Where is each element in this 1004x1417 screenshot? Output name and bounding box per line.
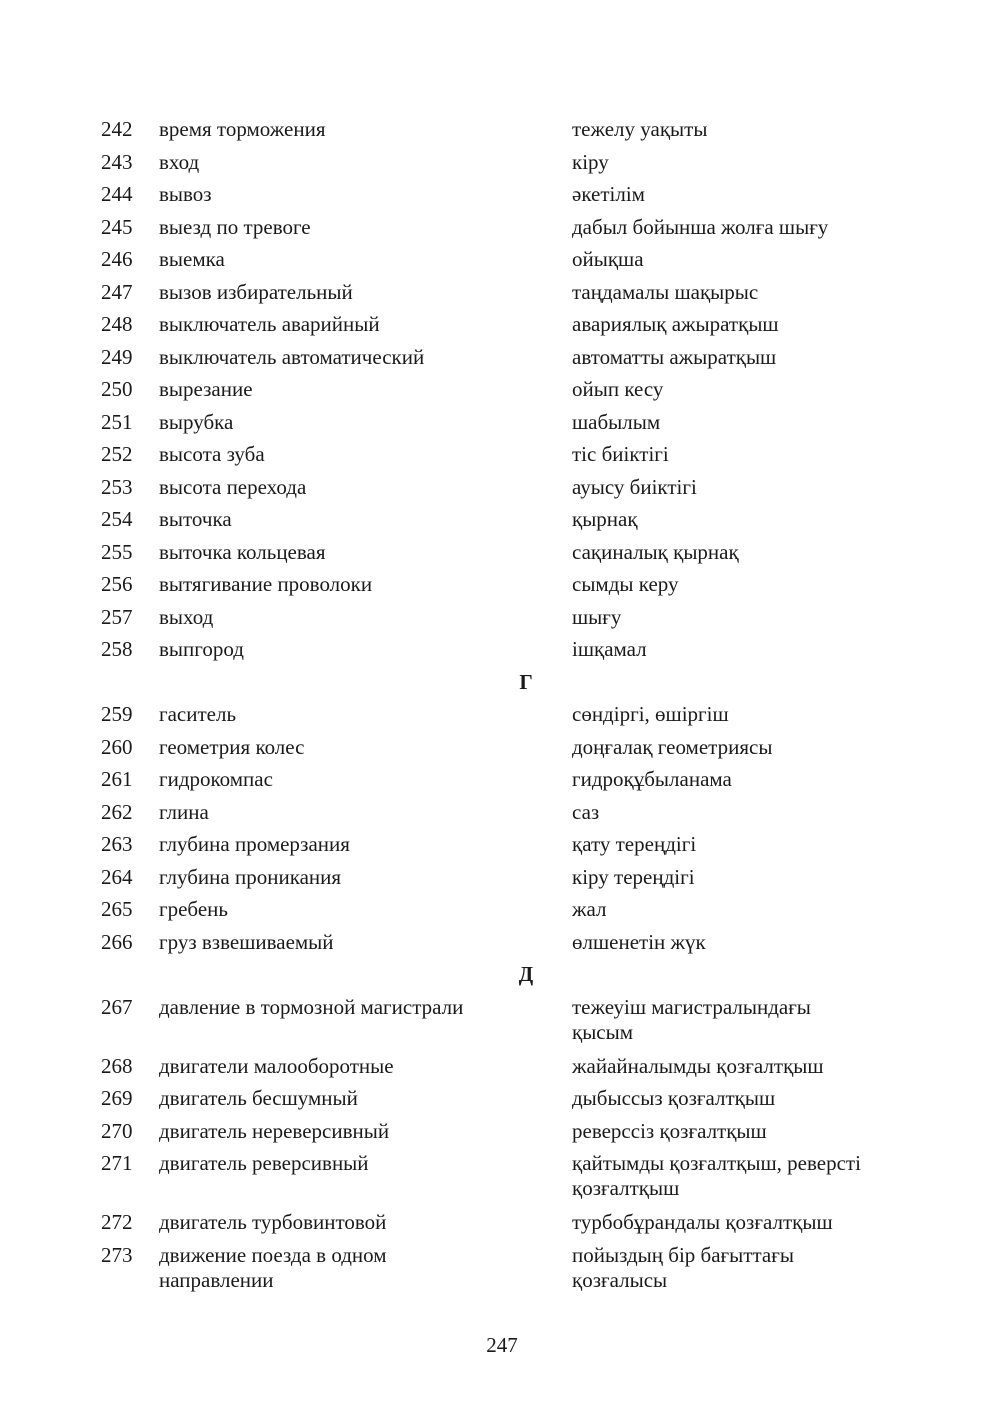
entry-kazakh-term: ойықша [572,247,644,271]
entry-row [101,215,911,248]
entry-number: 245 [101,214,133,239]
entry-row [101,312,911,345]
entry-number: 273 [101,1242,133,1267]
entry-number: 248 [101,312,133,336]
entry-row [101,345,911,378]
entry-kazakh-term [572,1243,911,1293]
entry-kazakh-term: сөндіргі, өшіргіш [572,702,729,726]
entry-number: 271 [101,1151,133,1175]
entry-number: 254 [101,507,133,531]
entry-russian-term: двигатель бесшумный [159,1086,358,1110]
entry-row [101,605,911,638]
entry-russian-term: выпгород [159,637,244,661]
entry-number: 244 [101,182,133,206]
entry-row [101,735,911,768]
entry-row [101,442,911,475]
entry-number: 267 [101,994,133,1019]
entry-kazakh-term: кіру [572,149,609,174]
entry-russian-term: вырезание [159,377,253,401]
entry-row [101,995,911,1054]
entry-kazakh-term: таңдамалы шақырыс [572,279,759,304]
entry-row [101,930,911,963]
entry-row [101,247,911,280]
entry-russian-term: вывоз [159,182,212,206]
entry-russian-term: выход [159,604,214,629]
entry-russian-term: глубина промерзания [159,832,350,856]
entry-kazakh-term: автоматты ажыратқыш [572,344,777,369]
entry-kazakh-term: сымды керу [572,572,679,596]
entry-number: 269 [101,1086,133,1110]
entry-number: 247 [101,279,133,304]
entry-russian-term: гаситель [159,702,237,726]
entry-row [101,767,911,800]
entry-russian-term: высота перехода [159,474,307,499]
entry-row [101,540,911,573]
entry-kazakh-term: шығу [572,604,622,629]
entry-row [101,1054,911,1087]
entry-number: 272 [101,1210,133,1234]
entry-kazakh-term: қату тереңдігі [572,832,697,856]
entry-russian-term [159,1243,572,1293]
entry-russian-term: геометрия колес [159,734,305,759]
entry-number: 266 [101,929,133,954]
entry-kazakh-term: ішқамал [572,637,647,661]
entry-row [101,1210,911,1243]
entry-kazakh-term: саз [572,799,600,824]
section-heading-g: Г [519,669,533,694]
entry-row [101,637,911,670]
entry-kazakh-term: қырнақ [572,507,638,531]
entry-kazakh-term: тежелу уақыты [572,117,708,141]
entry-row [101,800,911,833]
entry-number: 246 [101,247,133,271]
entry-russian-term: выключатель автоматический [159,344,425,369]
entry-kazakh-term [572,995,911,1045]
entry-kazakh-term: ауысу биіктігі [572,474,697,499]
entry-russian-term: гидрокомпас [159,767,273,791]
entry-kazakh-line-1: пойыздың бір бағыттағы [572,1242,794,1267]
entry-russian-term: вызов избирательный [159,279,353,304]
entry-row [101,117,911,150]
entry-row [101,865,911,898]
entry-russian-term: выточка кольцевая [159,539,326,564]
entry-russian-term: вход [159,149,200,174]
entry-number: 257 [101,604,133,629]
entry-kazakh-term: дабыл бойынша жолға шығу [572,214,829,239]
entry-russian-term: гребень [159,897,228,921]
entry-kazakh-term: өлшенетін жүк [572,929,706,954]
entry-russian-term: выключатель аварийный [159,312,380,336]
entry-russian-term: выточка [159,507,232,531]
entry-kazakh-term: шабылым [572,409,661,434]
entry-row [101,182,911,215]
entry-kazakh-term: доңғалақ геометриясы [572,734,773,759]
entry-number: 243 [101,149,133,174]
entry-number: 262 [101,799,133,824]
entry-kazakh-line-2: қозғалысы [572,1267,668,1292]
entry-number: 261 [101,767,133,791]
entry-kazakh-term: гидроқұбыланама [572,767,732,791]
entry-number: 265 [101,897,133,921]
entry-kazakh-term: сақиналық қырнақ [572,539,739,564]
entry-row [101,150,911,183]
section-heading-d: Д [518,962,534,986]
entry-kazakh-term: тіс биіктігі [572,442,669,466]
entry-row [101,280,911,313]
entry-kazakh-term: турбобұрандалы қозғалтқыш [572,1210,833,1234]
entry-number: 270 [101,1118,133,1143]
entry-number: 250 [101,377,133,401]
entry-russian-term: давление в тормозной магистрали [159,994,464,1019]
entry-row [101,475,911,508]
entry-kazakh-term: кіру тереңдігі [572,864,695,889]
entry-row [101,572,911,605]
entry-number: 259 [101,702,133,726]
entry-russian-term: глина [159,799,209,824]
dictionary-entries [101,117,911,1302]
entry-number: 258 [101,637,133,661]
entry-kazakh-line-1: қайтымды қозғалтқыш, реверсті [572,1151,861,1175]
entry-russian-term: глубина проникания [159,864,342,889]
entry-number: 255 [101,539,133,564]
entry-kazakh-term: реверссіз қозғалтқыш [572,1118,767,1143]
entry-row [101,832,911,865]
entry-number: 253 [101,474,133,499]
entry-number: 242 [101,117,133,141]
entry-number: 263 [101,832,133,856]
entry-row [101,377,911,410]
entry-russian-term: выезд по тревоге [159,214,311,239]
entry-kazakh-term: ойып кесу [572,377,664,401]
entry-russian-term: груз взвешиваемый [159,929,334,954]
entry-russian-term: вырубка [159,409,234,434]
entry-kazakh-line-2: қысым [572,1019,634,1044]
entry-row [101,897,911,930]
entry-row [101,507,911,540]
entry-number: 252 [101,442,133,466]
entry-row [101,1243,911,1302]
entry-row [101,1086,911,1119]
entry-russian-term: двигатели малооборотные [159,1053,394,1078]
entry-russian-line-1: движение поезда в одном [159,1242,387,1267]
entry-number: 264 [101,864,133,889]
entry-row [101,1151,911,1210]
entry-kazakh-line-1: тежеуіш магистралындағы [572,994,811,1019]
entry-number: 260 [101,734,133,759]
entry-russian-term: высота зуба [159,442,265,466]
entry-russian-term: двигатель реверсивный [159,1151,369,1175]
entry-russian-term: двигатель нереверсивный [159,1118,390,1143]
entry-row [101,1119,911,1152]
entry-russian-term: двигатель турбовинтовой [159,1210,387,1234]
entry-kazakh-term: авариялық ажыратқыш [572,312,779,336]
entry-kazakh-line-2: қозғалтқыш [572,1176,680,1200]
entry-kazakh-term: жал [572,897,607,921]
entry-kazakh-term [572,1151,911,1201]
entry-russian-line-2: направлении [159,1267,274,1292]
entry-number: 249 [101,344,133,369]
entry-russian-term: время торможения [159,117,326,141]
entry-row [101,410,911,443]
page-number: 247 [486,1333,518,1357]
entry-number: 251 [101,409,133,434]
entry-kazakh-term: әкетілім [572,182,645,206]
entry-row [101,702,911,735]
entry-russian-term: выемка [159,247,225,271]
entry-kazakh-term: дыбыссыз қозғалтқыш [572,1086,776,1110]
entry-kazakh-term: жайайналымды қозғалтқыш [572,1053,824,1078]
entry-number: 268 [101,1053,133,1078]
entry-russian-term: вытягивание проволоки [159,572,373,596]
entry-number: 256 [101,572,133,596]
